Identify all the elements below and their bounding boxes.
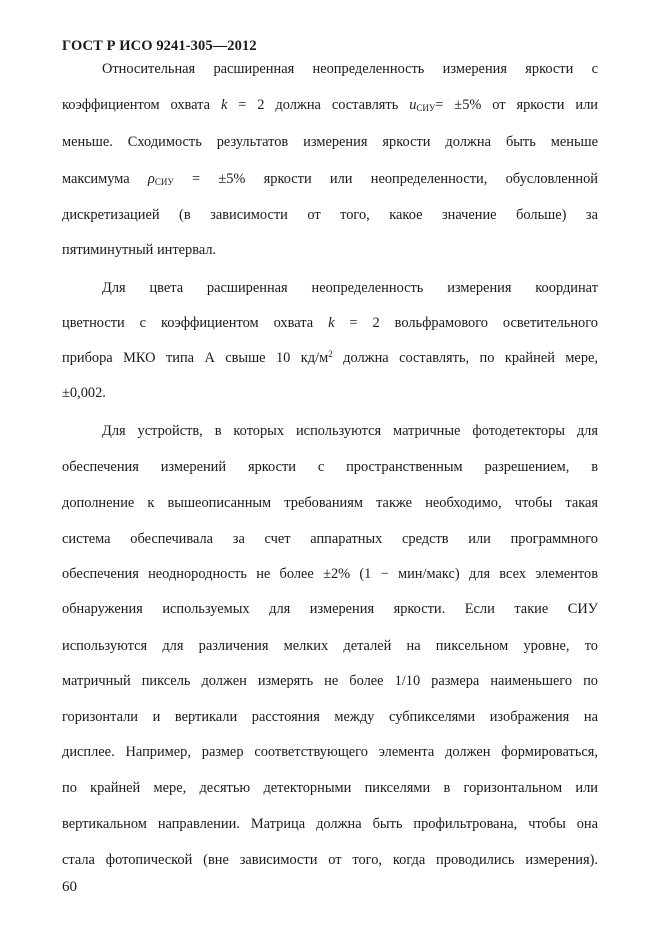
paragraph-2-line-3 (62, 349, 598, 367)
paragraph-3-line-13: стала фотопической (вне зависимости от того, когда проводились измерения). (62, 852, 598, 868)
text-segment: = (227, 97, 258, 113)
page-header-standard-title: ГОСТ Р ИСО 9241-305—2012 (62, 38, 257, 54)
paragraph-1-line-4 (62, 170, 598, 188)
paragraph-1-line-1: Относительная расширенная неопределенность измерения яркости с (102, 61, 598, 77)
text-segment: = ±5% яркости или неопределенности, обусловленной (173, 171, 598, 187)
text-segment: = (334, 315, 373, 331)
paragraph-1-line-6: пятиминутный интервал. (62, 242, 217, 258)
paragraph-1-line-2 (62, 96, 598, 114)
paragraph-3-line-1: Для устройств, в которых используются матричные фотодетекторы для (102, 423, 598, 439)
text-segment: должна составлять (264, 97, 410, 113)
paragraph-2-line-2 (62, 314, 598, 332)
paragraph-2-line-1: Для цвета расширенная неопределенность измерения координат (102, 280, 598, 296)
coverage-factor-symbol: k (328, 315, 335, 331)
text-segment: = ±5% от яркости или (435, 97, 598, 113)
text-segment: прибора МКО типа А свыше 10 кд/м (62, 350, 329, 366)
paragraph-1-line-3: меньше. Сходимость результатов измерения яркости должна быть меньше (62, 134, 598, 150)
text-segment: коэффициентом охвата (62, 97, 221, 113)
text-segment: максимума (62, 171, 148, 187)
paragraph-3-line-8: матричный пиксель должен измерять не более 1/10 размера наименьшего по (62, 673, 598, 689)
text-segment: вольфрамового осветительного (379, 315, 598, 331)
coverage-factor-value: 2 (257, 97, 265, 113)
repeatability-symbol: ρ (147, 171, 155, 187)
repeatability-subscript: СИУ (154, 177, 174, 187)
unit-exponent: 2 (328, 349, 333, 359)
uncertainty-symbol: u (409, 97, 417, 113)
coverage-factor-value: 2 (372, 315, 380, 331)
page-number: 60 (62, 879, 77, 895)
paragraph-3-line-11: по крайней мере, десятью детекторными пикселями в горизонтальном или (62, 780, 598, 796)
paragraph-3-line-4: система обеспечивала за счет аппаратных средств или программного (62, 531, 598, 547)
paragraph-3-line-5: обеспечения неоднородность не более ±2% (1 − мин/макс) для всех элементов (62, 566, 598, 582)
paragraph-3-line-7: используются для различения мелких деталей на пиксельном уровне, то (62, 638, 598, 654)
text-segment: цветности с коэффициентом охвата (62, 315, 329, 331)
paragraph-2-line-4: ±0,002. (62, 385, 106, 401)
text-segment: должна составлять, по крайней мере, (332, 350, 599, 366)
paragraph-3-line-2: обеспечения измерений яркости с пространственным разрешением, в (62, 459, 598, 475)
uncertainty-subscript: СИУ (416, 103, 436, 113)
paragraph-3-line-12: вертикальном направлении. Матрица должна быть профильтрована, чтобы она (62, 816, 598, 832)
paragraph-1-line-5: дискретизацией (в зависимости от того, какое значение больше) за (62, 207, 598, 223)
paragraph-3-line-10: дисплее. Например, размер соответствующего элемента должен формироваться, (62, 744, 598, 760)
paragraph-3-line-3: дополнение к вышеописанным требованиям также необходимо, чтобы такая (62, 495, 598, 511)
coverage-factor-symbol: k (220, 97, 228, 113)
paragraph-3-line-9: горизонтали и вертикали расстояния между субпикселями изображения на (62, 709, 598, 725)
paragraph-3-line-6: обнаружения используемых для измерения яркости. Если такие СИУ (62, 601, 598, 617)
